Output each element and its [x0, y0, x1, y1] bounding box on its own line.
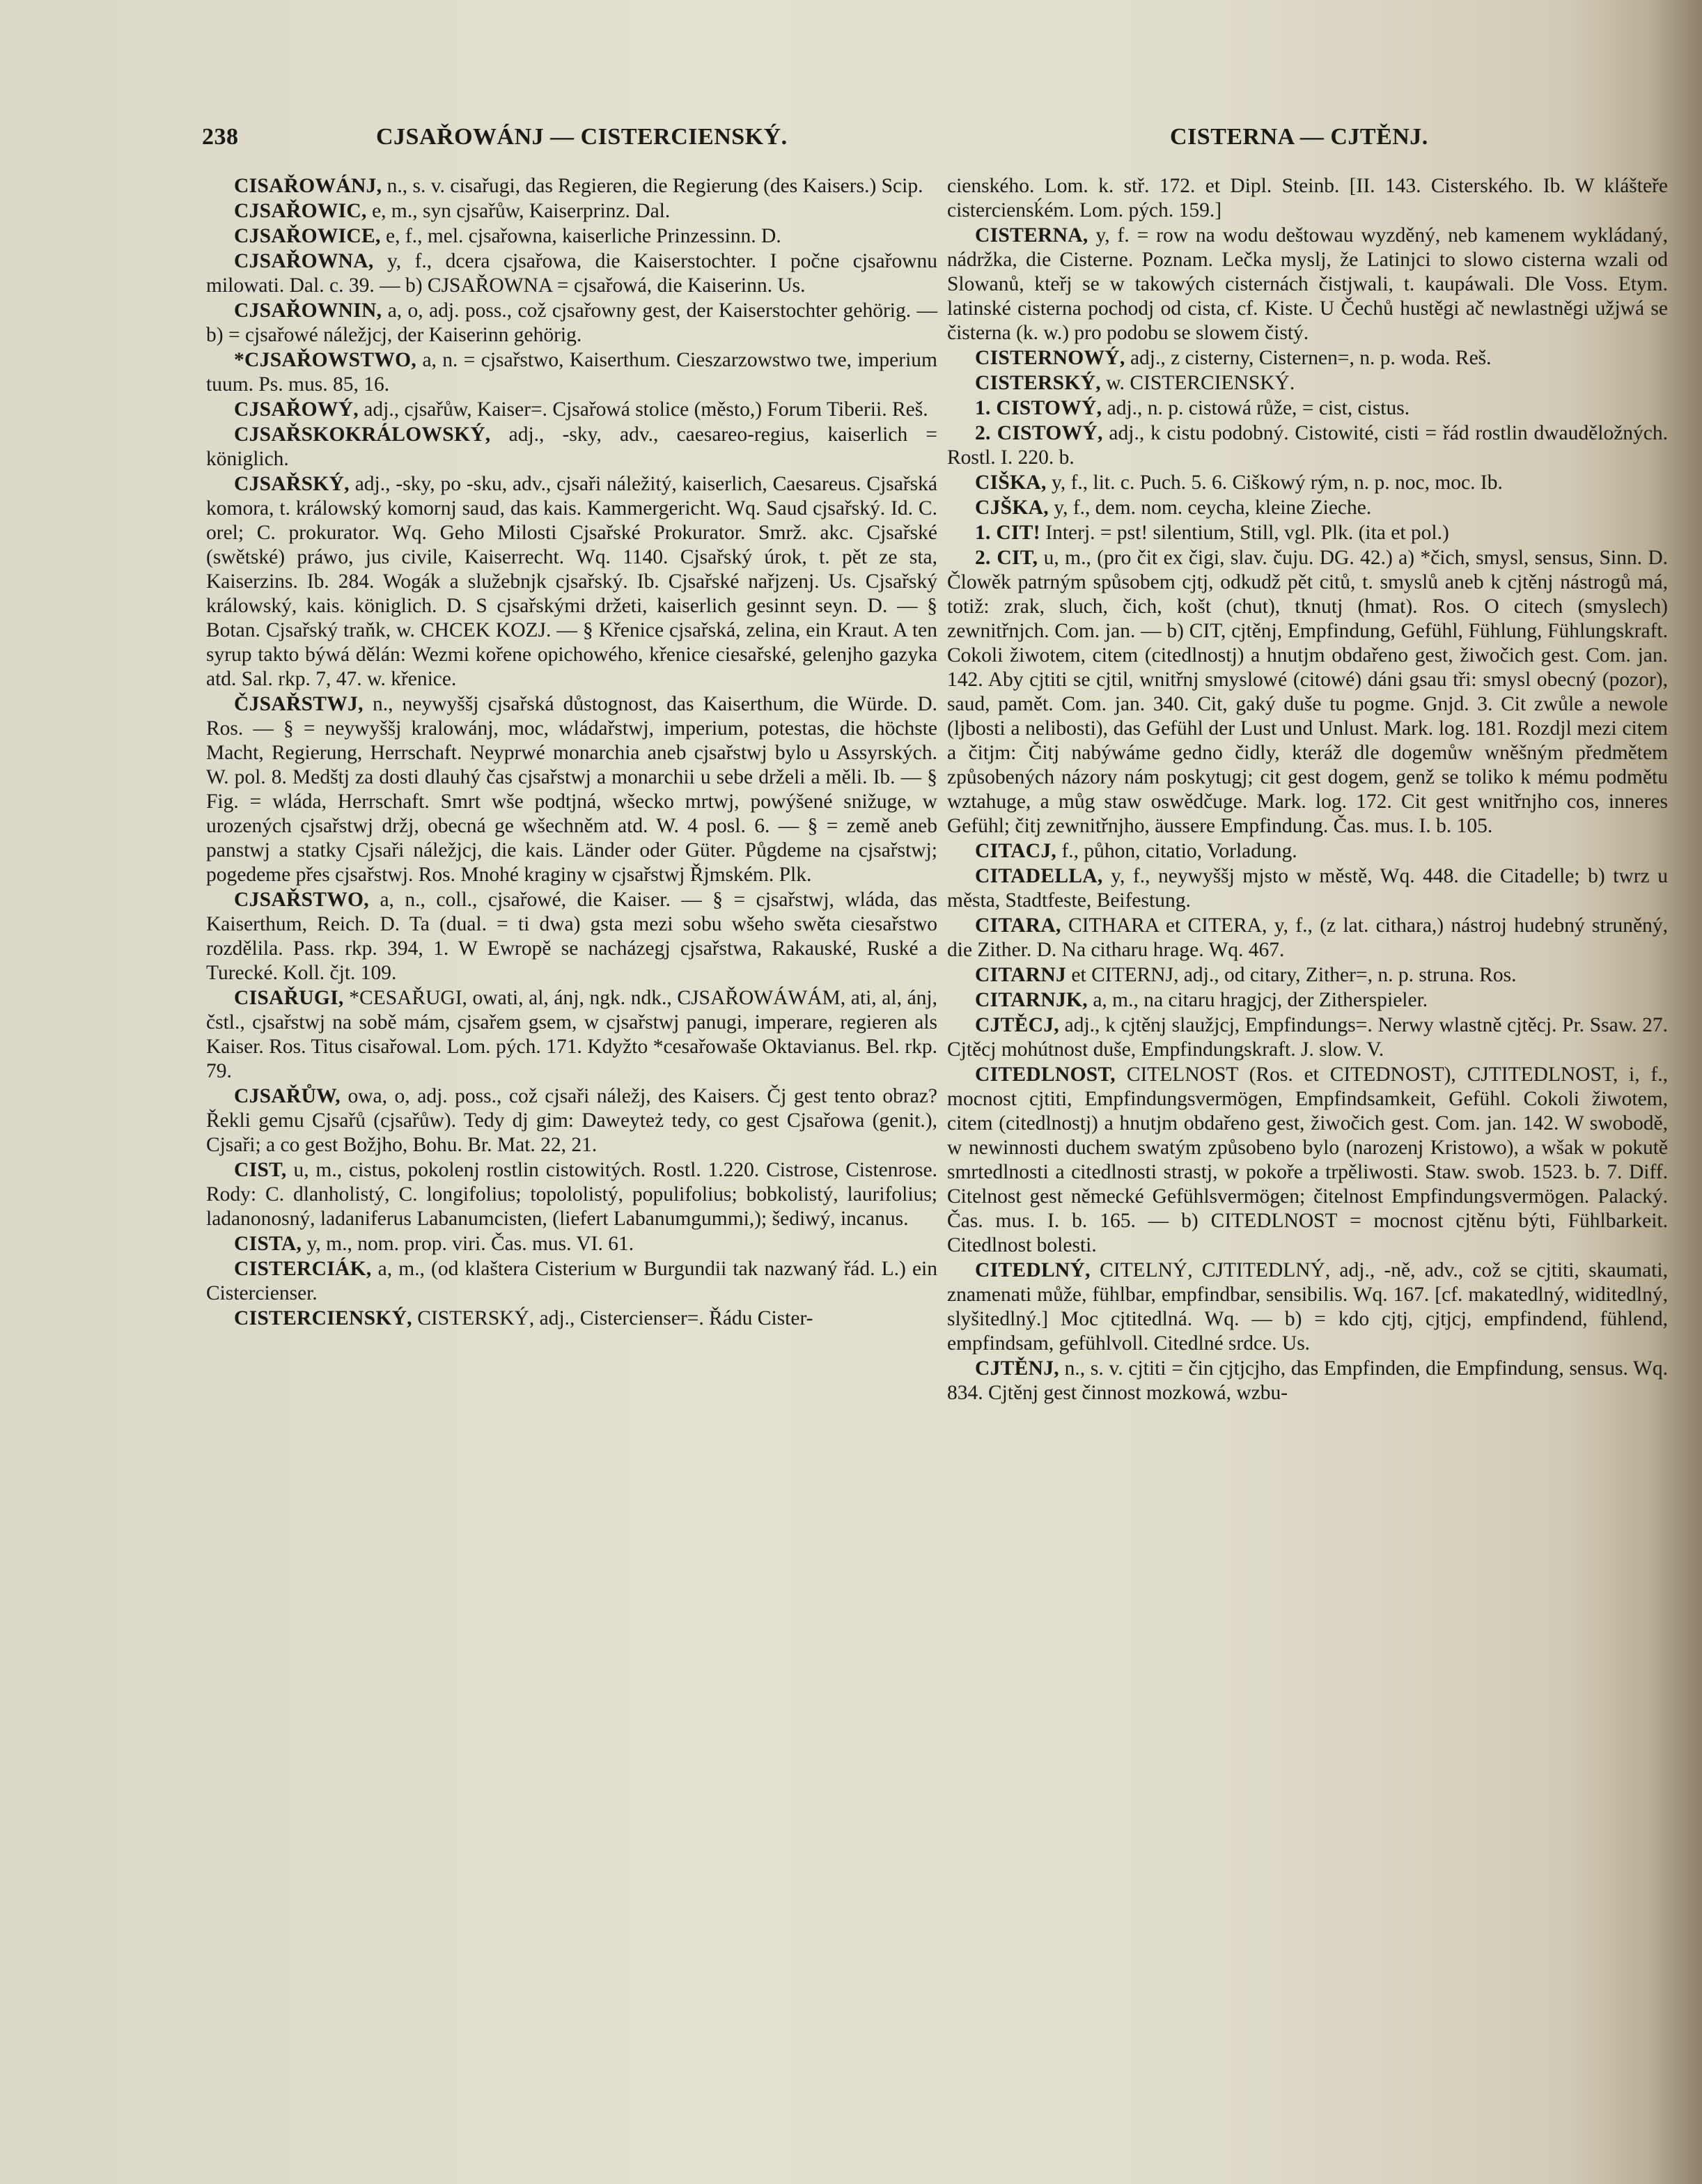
entry-headword: CITARNJK,	[975, 989, 1088, 1011]
entry-headword: CISTA,	[234, 1233, 302, 1255]
page-number: 238	[202, 124, 239, 150]
entry-text: a, n. = cjsařstwo, Kaiserthum. Cieszarzowstwo twe, imperium tuum. Ps. mus. 85, 16.	[206, 349, 937, 396]
entry-text: n., s. v. cisařugi, das Regieren, die Regierung (des Kaisers.) Scip.	[387, 175, 923, 197]
dictionary-entry	[947, 914, 1668, 962]
entry-headword: CJSAŘOWICE,	[234, 225, 381, 247]
entry-headword: CJSAŘŮW,	[234, 1085, 341, 1107]
dictionary-entry	[947, 864, 1668, 913]
entry-headword: CJSAŘOWIC,	[234, 200, 367, 222]
entry-headword: CISTERCIÁK,	[234, 1258, 372, 1280]
dictionary-entry	[947, 988, 1668, 1013]
dictionary-entry	[206, 348, 937, 397]
entry-headword: CJSAŘSKOKRÁLOWSKÝ,	[234, 423, 491, 446]
entry-headword: CISTERNA,	[975, 224, 1088, 247]
entry-headword: CJSAŘSKÝ,	[234, 473, 350, 495]
entry-text: y, f., dcera cjsařowa, die Kaiserstochter. I počne cjsařownu milowati. Dal. c. 39. — b) CJSAŘOWNA = cjsařowá, die Kaiserinn. Us.	[206, 250, 938, 297]
dictionary-entry	[206, 1232, 937, 1256]
entry-text: *CESAŘUGI, owati, al, ánj, ngk. ndk., CJSAŘOWÁWÁM, ati, al, ánj, čstl., cjsařstwj na sobě mám, cjsařem gsem, w cjsařstwj panugi, imperare, regieren als Kaiser. Ros. Titus cisařowal. Lom. pých. 171. Kdyžto *cesařowaše Oktavianus. Bel. rkp. 79.	[206, 987, 938, 1082]
entry-text: adj., cjsařůw, Kaiser=. Cjsařowá stolice (město,) Forum Tiberii. Reš.	[364, 398, 928, 421]
dictionary-entry	[206, 1257, 937, 1306]
dictionary-entry	[947, 1013, 1668, 1062]
entry-text: y, m., nom. prop. viri. Čas. mus. VI. 61.	[306, 1233, 634, 1255]
dictionary-entry	[947, 1258, 1668, 1356]
dictionary-entry	[206, 199, 937, 224]
entry-text: u, m., cistus, pokolenj rostlin cistowitých. Rostl. 1.220. Cistrose, Cistenrose. Rody: C. dlanholistý, C. longifolius; topololistý, populifolius; bobkolistý, laurifolius; ladanonosný, ladaniferus Labanumcisten, (liefert Labanumgummi,); šediwý, incanus.	[206, 1159, 938, 1230]
entry-text: adj., n. p. cistowá růže, = cist, cistus.	[1107, 397, 1410, 419]
dictionary-entry	[947, 346, 1668, 370]
entry-text: f., půhon, citatio, Vorladung.	[1061, 840, 1297, 862]
entry-headword: *CJSAŘOWSTWO,	[234, 349, 417, 371]
entry-headword: CITEDLNOST,	[975, 1063, 1116, 1086]
entry-text: y, f., dem. nom. ceycha, kleine Zieche.	[1054, 497, 1372, 519]
entry-text: CISTERSKÝ, adj., Cistercienser=. Řádu Cister-	[417, 1307, 813, 1329]
entry-headword: 2. CIT,	[975, 547, 1038, 569]
entry-headword: CISAŘUGI,	[234, 987, 344, 1009]
entry-text: a, n., coll., cjsařowé, die Kaiser. — § = cjsařstwj, wláda, das Kaiserthum, Reich. D. Ta (dual. = ti dwa) gsta mezi sobu wšeho swěta ciesařstwo rozdělila. Pass. rkp. 394, 1. W Ewropě se nacházegj cjsařstwa, Rakauské, Ruské a Turecké. Koll. čjt. 109.	[206, 889, 937, 984]
entry-text: a, m., (od klaštera Cisterium w Burgundii tak nazwaný řád. L.) ein Cistercienser.	[206, 1258, 937, 1304]
dictionary-entry	[947, 421, 1668, 470]
entry-headword: CITARNJ	[975, 964, 1067, 986]
entry-headword: CISTERSKÝ,	[975, 372, 1101, 394]
dictionary-entry	[947, 521, 1668, 545]
entry-headword: CJSAŘOWÝ,	[234, 398, 359, 421]
dictionary-entry	[206, 986, 937, 1084]
entry-text: adj., z cisterny, Cisternen=, n. p. woda. Reš.	[1130, 347, 1492, 369]
right-column	[947, 174, 1668, 1406]
dictionary-entry	[947, 963, 1668, 988]
dictionary-entry	[206, 1306, 937, 1331]
entry-headword: CITADELLA,	[975, 865, 1103, 887]
dictionary-entry	[947, 224, 1668, 345]
entry-text: adj., -sky, po -sku, adv., cjsaři náležitý, kaiserlich, Caesareus. Cjsařská komora, t. králowský komornj saud, das kais. Kammergericht. Wq. Saud cjsařský. Id. C. orel; C. prokurator. Wq. Geho Milosti Cjsařské Prokurator. Smrž. akc. Cjsařské (swětské) práwo, jus civile, Kaiserrecht. Wq. 1140. Cjsařský úrok, t. pět ze sta, Kaiserzins. Ib. 284. Wogák a služebnjk cjsařský. Ib. Cjsařské nařjzenj. Us. Cjsařský králowský, kais. königlich. D. S cjsařskými držeti, kaiserlich gesinnt seyn. D. — § Botan. Cjsařský traňk, w. CHCEK KOZJ. — § Křenice cjsařská, zelina, ein Kraut. A ten syrup takto býwá dělán: Wezmi kořene opichowého, křenice ciesařské, gelenjho gazyka atd. Sal. rkp. 7, 47. w. křenice.	[206, 473, 938, 690]
dictionary-entry	[206, 299, 937, 348]
entry-headword: CJTĚNJ,	[975, 1357, 1059, 1380]
entry-text: a, o, adj. poss., což cjsařowny gest, der Kaiserstochter gehörig. — b) = cjsařowé náležjcj, der Kaiserinn gehörig.	[206, 299, 937, 346]
dictionary-entry	[206, 398, 937, 422]
entry-text: y, f., lit. c. Puch. 5. 6. Ciškowý rým, n. p. noc, moc. Ib.	[1052, 471, 1503, 494]
dictionary-entry	[947, 371, 1668, 396]
entry-text: y, f. = row na wodu deštowau wyzděný, neb kamenem wykládaný, nádržka, die Cisterne. Poznam. Lečka myslj, že Latinjci to slowo cisterna wzali od Slowanů, kteřj se w takowých cisternách čistjwali, t. kaupáwali. Dle Voss. Etym. latinské cisterna pochodj od cista, cf. Kiste. U Čechů hustěgi ač newlastněgi užjwá se čisterna (k. w.) pro podobu se slowem čistý.	[947, 224, 1668, 344]
entry-text: et CITERNJ, adj., od citary, Zither=, n. p. struna. Ros.	[1071, 964, 1517, 986]
entry-text: CITHARA et CITERA, y, f., (z lat. cithara,) nástroj hudebný struněný, die Zither. D. Na citharu hrage. Wq. 467.	[947, 914, 1669, 961]
dictionary-entry	[206, 224, 937, 249]
entry-text: n., s. v. cjtiti = čin cjtjcjho, das Empfinden, die Empfindung, sensus. Wq. 834. Cjtěnj gest činnost mozkowá, wzbu-	[947, 1357, 1669, 1404]
page-header	[202, 124, 1650, 159]
entry-text: adj., k cjtěnj slaužjcj, Empfindungs=. Nerwy wlastně cjtěcj. Pr. Ssaw. 27. Cjtěcj mohútnost duše, Empfindungskraft. J. slow. V.	[947, 1014, 1669, 1061]
dictionary-entry	[947, 174, 1668, 223]
dictionary-entry	[947, 496, 1668, 520]
entry-headword: ČJSAŘSTWJ,	[234, 693, 364, 715]
entry-text: owa, o, adj. poss., což cjsaři náležj, des Kaisers. Čj gest tento obraz? Řekli gemu Cjsařů (cjsařůw). Tedy dj gim: Daweyteż tedy, co gest Cjsařowa (genit.), Cjsaři; a co gest Božjho, Bohu. Br. Mat. 22, 21.	[206, 1085, 938, 1156]
entry-headword: CISTERCIENSKÝ,	[234, 1307, 412, 1329]
entry-headword: CISTERNOWÝ,	[975, 347, 1125, 369]
entry-text: CITELNOST (Ros. et CITEDNOST), CJTITEDLNOST, i, f., mocnost cjtiti, Empfindungsvermögen, Empfindsamkeit, Gefühl. Cokoli žiwotem, citem (citedlnostj) a hnutjm obdařeno gest, žiwočich gest. Com. jan. 142. W swobodě, w newinnosti duchem swatým způsobeno bylo (narozenj Kristowo), a wšak w pokutě smrtedlnosti a citedlnosti strastj, w pokoře a trpěliwosti. Staw. swob. 1523. b. 7. Diff. Citelnost gest německé Gefühlsvermögen; čitelnost Empfindungsvermögen. Palacký. Čas. mus. I. b. 165. — b) CITEDLNOST = mocnost cjtěnu býti, Fühlbarkeit. Citedlnost bolesti.	[947, 1063, 1668, 1256]
entry-text: e, f., mel. cjsařowna, kaiserliche Prinzessinn. D.	[386, 225, 781, 247]
left-running-head: CJSAŘOWÁNJ — CISTERCIENSKÝ.	[376, 124, 788, 150]
dictionary-entry	[206, 249, 937, 298]
dictionary-entry	[206, 692, 937, 887]
entry-headword: 1. CIT!	[975, 522, 1040, 544]
entry-headword: CJŠKA,	[975, 497, 1049, 519]
entry-text: cienského. Lom. k. stř. 172. et Dipl. Steinb. [II. 143. Cisterského. Ib. W klášteře cisterciensḱém. Lom. pých. 159.]	[947, 175, 1668, 221]
dictionary-entry	[947, 396, 1668, 421]
entry-headword: CITACJ,	[975, 840, 1057, 862]
entry-headword: 1. CISTOWÝ,	[975, 397, 1102, 419]
entry-headword: CITEDLNÝ,	[975, 1259, 1091, 1281]
entry-text: e, m., syn cjsařůw, Kaiserprinz. Dal.	[372, 200, 671, 222]
entry-text: y, f., neywyššj mjsto w městě, Wq. 448. die Citadelle; b) twrz u města, Stadtfeste, Beifestung.	[947, 865, 1669, 912]
entry-headword: CJSAŘOWNIN,	[234, 299, 382, 322]
entry-text: adj., k cistu podobný. Cistowité, cisti = řád rostlin dwauděložných. Rostl. I. 220. b.	[947, 422, 1669, 469]
entry-headword: CJSAŘOWNA,	[234, 250, 374, 272]
entry-text: CITELNÝ, CJTITEDLNÝ, adj., -ně, adv., což se cjtiti, skaumati, znamenati může, fühlbar, empfindbar, sensibilis. Wq. 167. [cf. makatedlný, widitedlný, slyšitedlný.] Moc cjtitedlná. Wq. — b) = kdo cjtj, cjtjcj, empfindend, fühlend, empfindsam, gefühlvoll. Citedlné srdce. Us.	[947, 1259, 1668, 1355]
entry-text: adj., -sky, adv., caesareo-regius, kaiserlich = königlich.	[206, 423, 937, 470]
dictionary-entry	[206, 423, 937, 471]
dictionary-entry	[206, 174, 937, 198]
dictionary-entry	[947, 1357, 1668, 1405]
entry-headword: CJTĚCJ,	[975, 1014, 1059, 1036]
dictionary-entry	[947, 1063, 1668, 1258]
dictionary-entry	[206, 472, 937, 692]
entry-text: a, m., na citaru hragjcj, der Zitherspieler.	[1093, 989, 1428, 1011]
left-column	[206, 174, 937, 1332]
dictionary-entry	[206, 888, 937, 985]
entry-headword: 2. CISTOWÝ,	[975, 422, 1103, 444]
right-running-head: CISTERNA — CJTĚNJ.	[1170, 124, 1428, 150]
entry-text: Interj. = pst! silentium, Still, vgl. Plk. (ita et pol.)	[1045, 522, 1449, 544]
dictionary-entry	[947, 546, 1668, 838]
entry-headword: CITARA,	[975, 914, 1061, 937]
entry-text: n., neywyššj cjsařská důstognost, das Kaiserthum, die Würde. D. Ros. — § = neywyššj kralowánj, moc, wládařstwj, imperium, potestas, die höchste Macht, Regierung, Herrschaft. Neyprwé monarchia aneb cjsařstwj bylo u Assyrských. W. pol. 8. Medštj za dosti dlauhý čas cjsařstwj a monarchii u sebe drželi a měli. Ib. — § Fig. = wláda, Herrschaft. Smrt wše podtjná, wšecko mrtwj, powýšené snižuge, w urozených cjsařstwj držj, obecná ge wšechněm atd. W. 4 posl. 6. — § = země aneb panstwj a statky Cjsaři náležjcj, die kais. Länder oder Güter. Půgdeme na cjsařstwj; pogedeme přes cjsařstwj. Ros. Mnohé kraginy w cjsařstwj Řjmském. Plk.	[206, 693, 937, 886]
entry-text: w. CISTERCIENSKÝ.	[1106, 372, 1295, 394]
entry-headword: CISAŘOWÁNJ,	[234, 175, 382, 197]
dictionary-entry	[947, 471, 1668, 495]
entry-headword: CJSAŘSTWO,	[234, 889, 369, 911]
dictionary-entry	[947, 839, 1668, 864]
entry-headword: CIŠKA,	[975, 471, 1047, 494]
entry-text: u, m., (pro čit ex čigi, slav. čuju. DG. 42.) a) *čich, smysl, sensus, Sinn. D. Člowěk patrným spůsobem cjtj, odkudž pět citů, t. smyslů aneb k cjtěnj nástrogů má, totiž: zrak, sluch, čich, košt (chut), tknutj (hmat). Ros. O citech (smyslech) zewnitřnjch. Com. jan. — b) CIT, cjtěnj, Empfindung, Gefühl, Fühlung, Fühlungskraft. Cokoli žiwotem, citem (citedlnostj) a hnutjm obdařeno gest, žiwočich gest. Com. jan. 142. Aby cjtiti se cjtil, wnitřnj smyslowé (citowé) dáni gsau tři: smysl obecný (pozor), saud, pamět. Com. jan. 340. Cit, gaký duše tu pogme. Gnjd. 3. Cit zwůle a newole (ljbosti a nelibosti), das Gefühl der Lust und Unlust. Mark. log. 181. Rozdjl mezi citem a čitjm: Čitj nabýwáme gedno čidly, kteráž dle dogemůw wněšným předmětem způsobených názory nám poskytugj; cit gest dogem, genž se toliko k mému podmětu wztahuge, a můg staw oswědčuge. Mark. log. 172. Cit gest wnitřnjho cos, inneres Gefühl; čitj zewnitřnjho, äussere Empfindung. Čas. mus. I. b. 105.	[947, 547, 1669, 837]
dictionary-entry	[206, 1084, 937, 1157]
dictionary-entry	[206, 1158, 937, 1231]
entry-headword: CIST,	[234, 1159, 287, 1181]
